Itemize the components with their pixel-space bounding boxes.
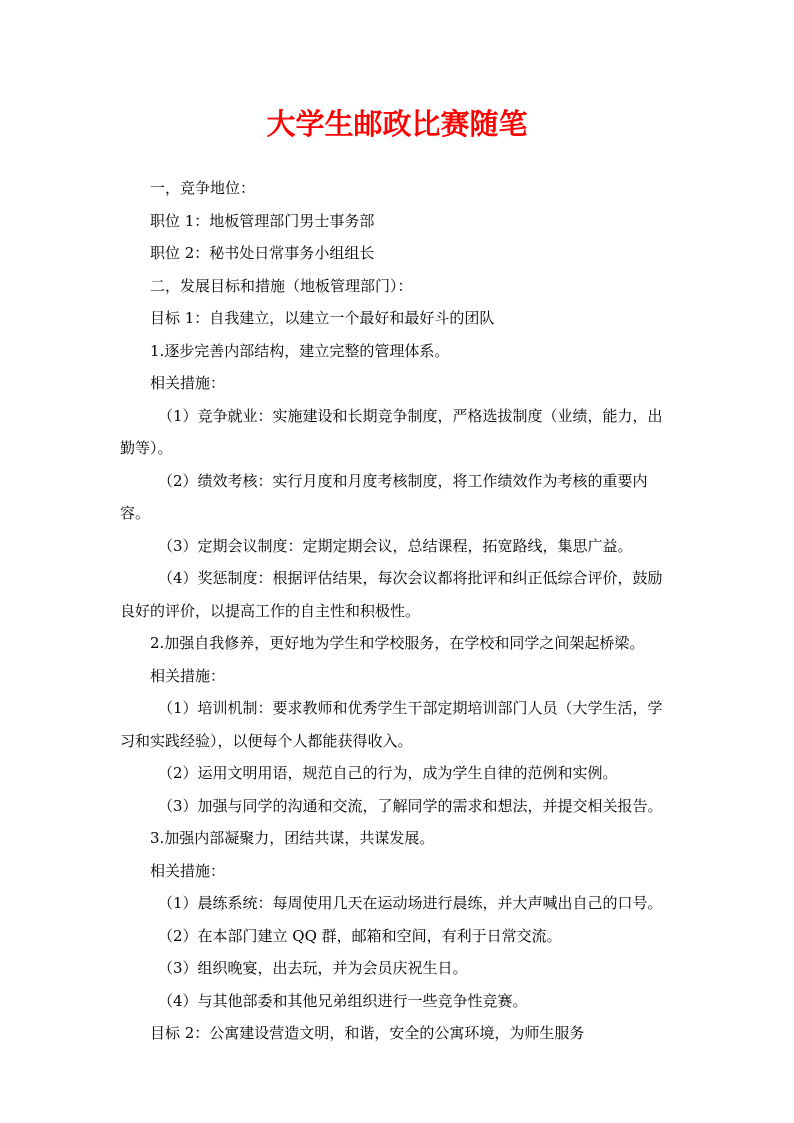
measures-label: 相关措施： (150, 374, 226, 392)
measure-item: （4）与其他部委和其他兄弟组织进行一些竞争性竞赛。 (158, 991, 528, 1010)
measure-item: （2）运用文明用语，规范自己的行为，成为学生自律的范例和实例。 (158, 764, 618, 782)
numbered-item: 2.加强自我修养，更好地为学生和学校服务，在学校和同学之间架起桥梁。 (150, 634, 645, 652)
document-body (120, 172, 675, 1050)
measure-item: （2）绩效考核：实行月度和月度考核制度，将工作绩效作为考核的重要内容。 (120, 471, 648, 522)
measures-label: 相关措施： (150, 861, 226, 880)
measure-item: （1）晨练系统：每周使用几天在运动场进行晨练，并大声喊出自己的口号。 (158, 894, 663, 912)
numbered-item: 1.逐步完善内部结构，建立完整的管理体系。 (150, 341, 450, 360)
measures-label: 相关措施： (150, 666, 226, 685)
position-line: 职位 2：秘书处日常事务小组组长 (150, 244, 375, 262)
goal-heading: 目标 2：公寓建设营造文明，和谐，安全的公寓环境，为师生服务 (150, 1024, 585, 1042)
measure-item: （3）组织晚宴，出去玩，并为会员庆祝生日。 (158, 959, 468, 977)
measure-item: （4）奖惩制度：根据评估结果，每次会议都将批评和纠正低综合评价，鼓励良好的评价，以提高工作的自主性和积极性。 (120, 569, 663, 620)
measure-item: （1）竞争就业：实施建设和长期竞争制度，严格选拔制度（业绩，能力，出勤等）。 (120, 406, 663, 457)
measure-item: （3）定期会议制度：定期定期会议，总结课程，拓宽路线，集思广益。 (158, 536, 633, 555)
numbered-item: 3.加强内部凝聚力，团结共谋，共谋发展。 (150, 829, 435, 847)
position-line: 职位 1：地板管理部门男士事务部 (150, 211, 375, 230)
measure-item: （1）培训机制：要求教师和优秀学生干部定期培训部门人员（大学生活，学习和实践经验），以便每个人都能获得收入。 (120, 699, 663, 750)
measure-item: （3）加强与同学的沟通和交流，了解同学的需求和想法，并提交相关报告。 (158, 796, 663, 815)
section-heading: 二，发展目标和措施（地板管理部门）： (150, 276, 413, 295)
document-title: 大学生邮政比赛随笔 (266, 107, 528, 141)
measure-item: （2）在本部门建立 QQ 群，邮箱和空间，有利于日常交流。 (158, 926, 562, 945)
goal-heading: 目标 1：自我建立，以建立一个最好和最好斗的团队 (150, 309, 495, 327)
section-heading: 一，竞争地位： (150, 179, 256, 197)
